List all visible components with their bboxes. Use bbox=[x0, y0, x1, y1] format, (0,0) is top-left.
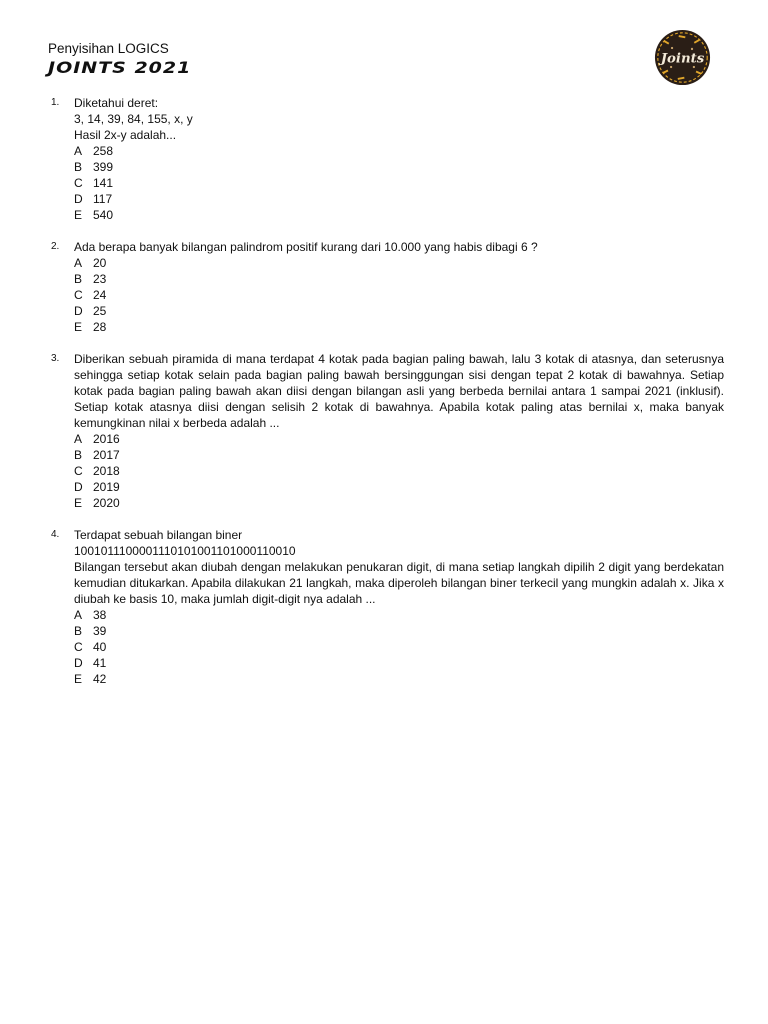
answer-option bbox=[74, 271, 724, 287]
question-4 bbox=[48, 527, 724, 687]
document-title: JOINTS 2021 bbox=[48, 59, 192, 78]
document-header bbox=[48, 41, 191, 81]
option-value: 42 bbox=[93, 672, 107, 686]
answer-option bbox=[74, 207, 724, 223]
option-letter: B bbox=[74, 624, 83, 638]
option-value: 39 bbox=[93, 624, 107, 638]
option-value: 540 bbox=[93, 208, 114, 222]
option-letter: C bbox=[74, 464, 83, 478]
question-1 bbox=[48, 95, 724, 223]
question-number: 4. bbox=[51, 529, 60, 540]
answer-option bbox=[74, 463, 724, 479]
answer-option bbox=[74, 255, 724, 271]
answer-option bbox=[74, 495, 724, 511]
answer-option bbox=[74, 639, 724, 655]
answer-option bbox=[74, 623, 724, 639]
option-value: 25 bbox=[93, 304, 107, 318]
option-value: 2018 bbox=[93, 464, 120, 478]
answer-option bbox=[74, 431, 724, 447]
answer-option bbox=[74, 671, 724, 687]
option-value: 2019 bbox=[93, 480, 120, 494]
option-letter: E bbox=[74, 672, 83, 686]
logo-text: Joints bbox=[660, 51, 705, 67]
question-number: 3. bbox=[51, 353, 60, 364]
option-value: 28 bbox=[93, 320, 107, 334]
question-text: Diberikan sebuah piramida di mana terdapat 4 kotak pada bagian paling bawah, lalu 3 kotak di atasnya, dan seterusnya sehingga setiap kotak selain pada bagian paling bawah bersinggungan sisi dengan tepat 2 kotak di bawahnya. Setiap kotak pada bagian paling bawah akan diisi dengan bilangan asli yang berbeda bernilai antara 1 sampai 2021 (inklusif). Setiap kotak atasnya diisi dengan selisih 2 kotak di bawahnya. Apabila kotak paling atas bernilai x, maka banyak kemungkinan nilai x berbeda adalah ... bbox=[74, 352, 724, 430]
question-line: Terdapat sebuah bilangan biner bbox=[74, 528, 243, 542]
binary-number: 1001011100001110101001101000110010 bbox=[74, 544, 296, 558]
option-letter: E bbox=[74, 208, 83, 222]
answer-option bbox=[74, 143, 724, 159]
question-line: Hasil 2x-y adalah... bbox=[74, 128, 177, 142]
question-text: Bilangan tersebut akan diubah dengan melakukan penukaran digit, di mana setiap langkah dipilih 2 digit yang berdekatan kemudian ditukarkan. Apabila dilakukan 21 langkah, maka diperoleh bilangan biner terkecil yang mungkin adalah x. Jika x diubah ke basis 10, maka jumlah digit-digit nya adalah ... bbox=[74, 560, 724, 606]
option-value: 24 bbox=[93, 288, 107, 302]
option-value: 258 bbox=[93, 144, 114, 158]
option-value: 38 bbox=[93, 608, 107, 622]
answer-option bbox=[74, 319, 724, 335]
document-subtitle: Penyisihan LOGICS bbox=[48, 41, 169, 56]
option-letter: C bbox=[74, 176, 83, 190]
option-letter: E bbox=[74, 496, 83, 510]
answer-option bbox=[74, 479, 724, 495]
option-value: 2016 bbox=[93, 432, 120, 446]
option-value: 41 bbox=[93, 656, 107, 670]
option-letter: B bbox=[74, 160, 83, 174]
option-letter: B bbox=[74, 448, 83, 462]
question-text: Ada berapa banyak bilangan palindrom positif kurang dari 10.000 yang habis dibagi 6 ? bbox=[74, 240, 538, 254]
option-letter: A bbox=[74, 432, 83, 446]
option-value: 141 bbox=[93, 176, 114, 190]
option-letter: C bbox=[74, 288, 83, 302]
question-number: 1. bbox=[51, 97, 60, 108]
answer-option bbox=[74, 655, 724, 671]
question-line: Diketahui deret: bbox=[74, 96, 159, 110]
answer-option bbox=[74, 607, 724, 623]
option-value: 23 bbox=[93, 272, 107, 286]
answer-option bbox=[74, 287, 724, 303]
answer-option bbox=[74, 303, 724, 319]
option-letter: B bbox=[74, 272, 83, 286]
question-number: 2. bbox=[51, 241, 60, 252]
option-letter: A bbox=[74, 608, 83, 622]
question-2 bbox=[48, 239, 724, 335]
option-letter: A bbox=[74, 256, 83, 270]
answer-option bbox=[74, 175, 724, 191]
option-letter: D bbox=[74, 656, 83, 670]
option-letter: D bbox=[74, 304, 83, 318]
option-value: 399 bbox=[93, 160, 114, 174]
option-letter: C bbox=[74, 640, 83, 654]
option-value: 20 bbox=[93, 256, 107, 270]
question-list bbox=[48, 95, 724, 687]
option-letter: A bbox=[74, 144, 83, 158]
option-letter: D bbox=[74, 480, 83, 494]
option-letter: E bbox=[74, 320, 83, 334]
option-letter: D bbox=[74, 192, 83, 206]
answer-option bbox=[74, 191, 724, 207]
answer-option bbox=[74, 159, 724, 175]
question-line: 3, 14, 39, 84, 155, x, y bbox=[74, 112, 193, 126]
option-value: 2017 bbox=[93, 448, 120, 462]
option-value: 40 bbox=[93, 640, 107, 654]
answer-option bbox=[74, 447, 724, 463]
joints-logo bbox=[654, 29, 711, 86]
question-3 bbox=[48, 351, 724, 511]
option-value: 2020 bbox=[93, 496, 120, 510]
option-value: 117 bbox=[93, 192, 113, 206]
